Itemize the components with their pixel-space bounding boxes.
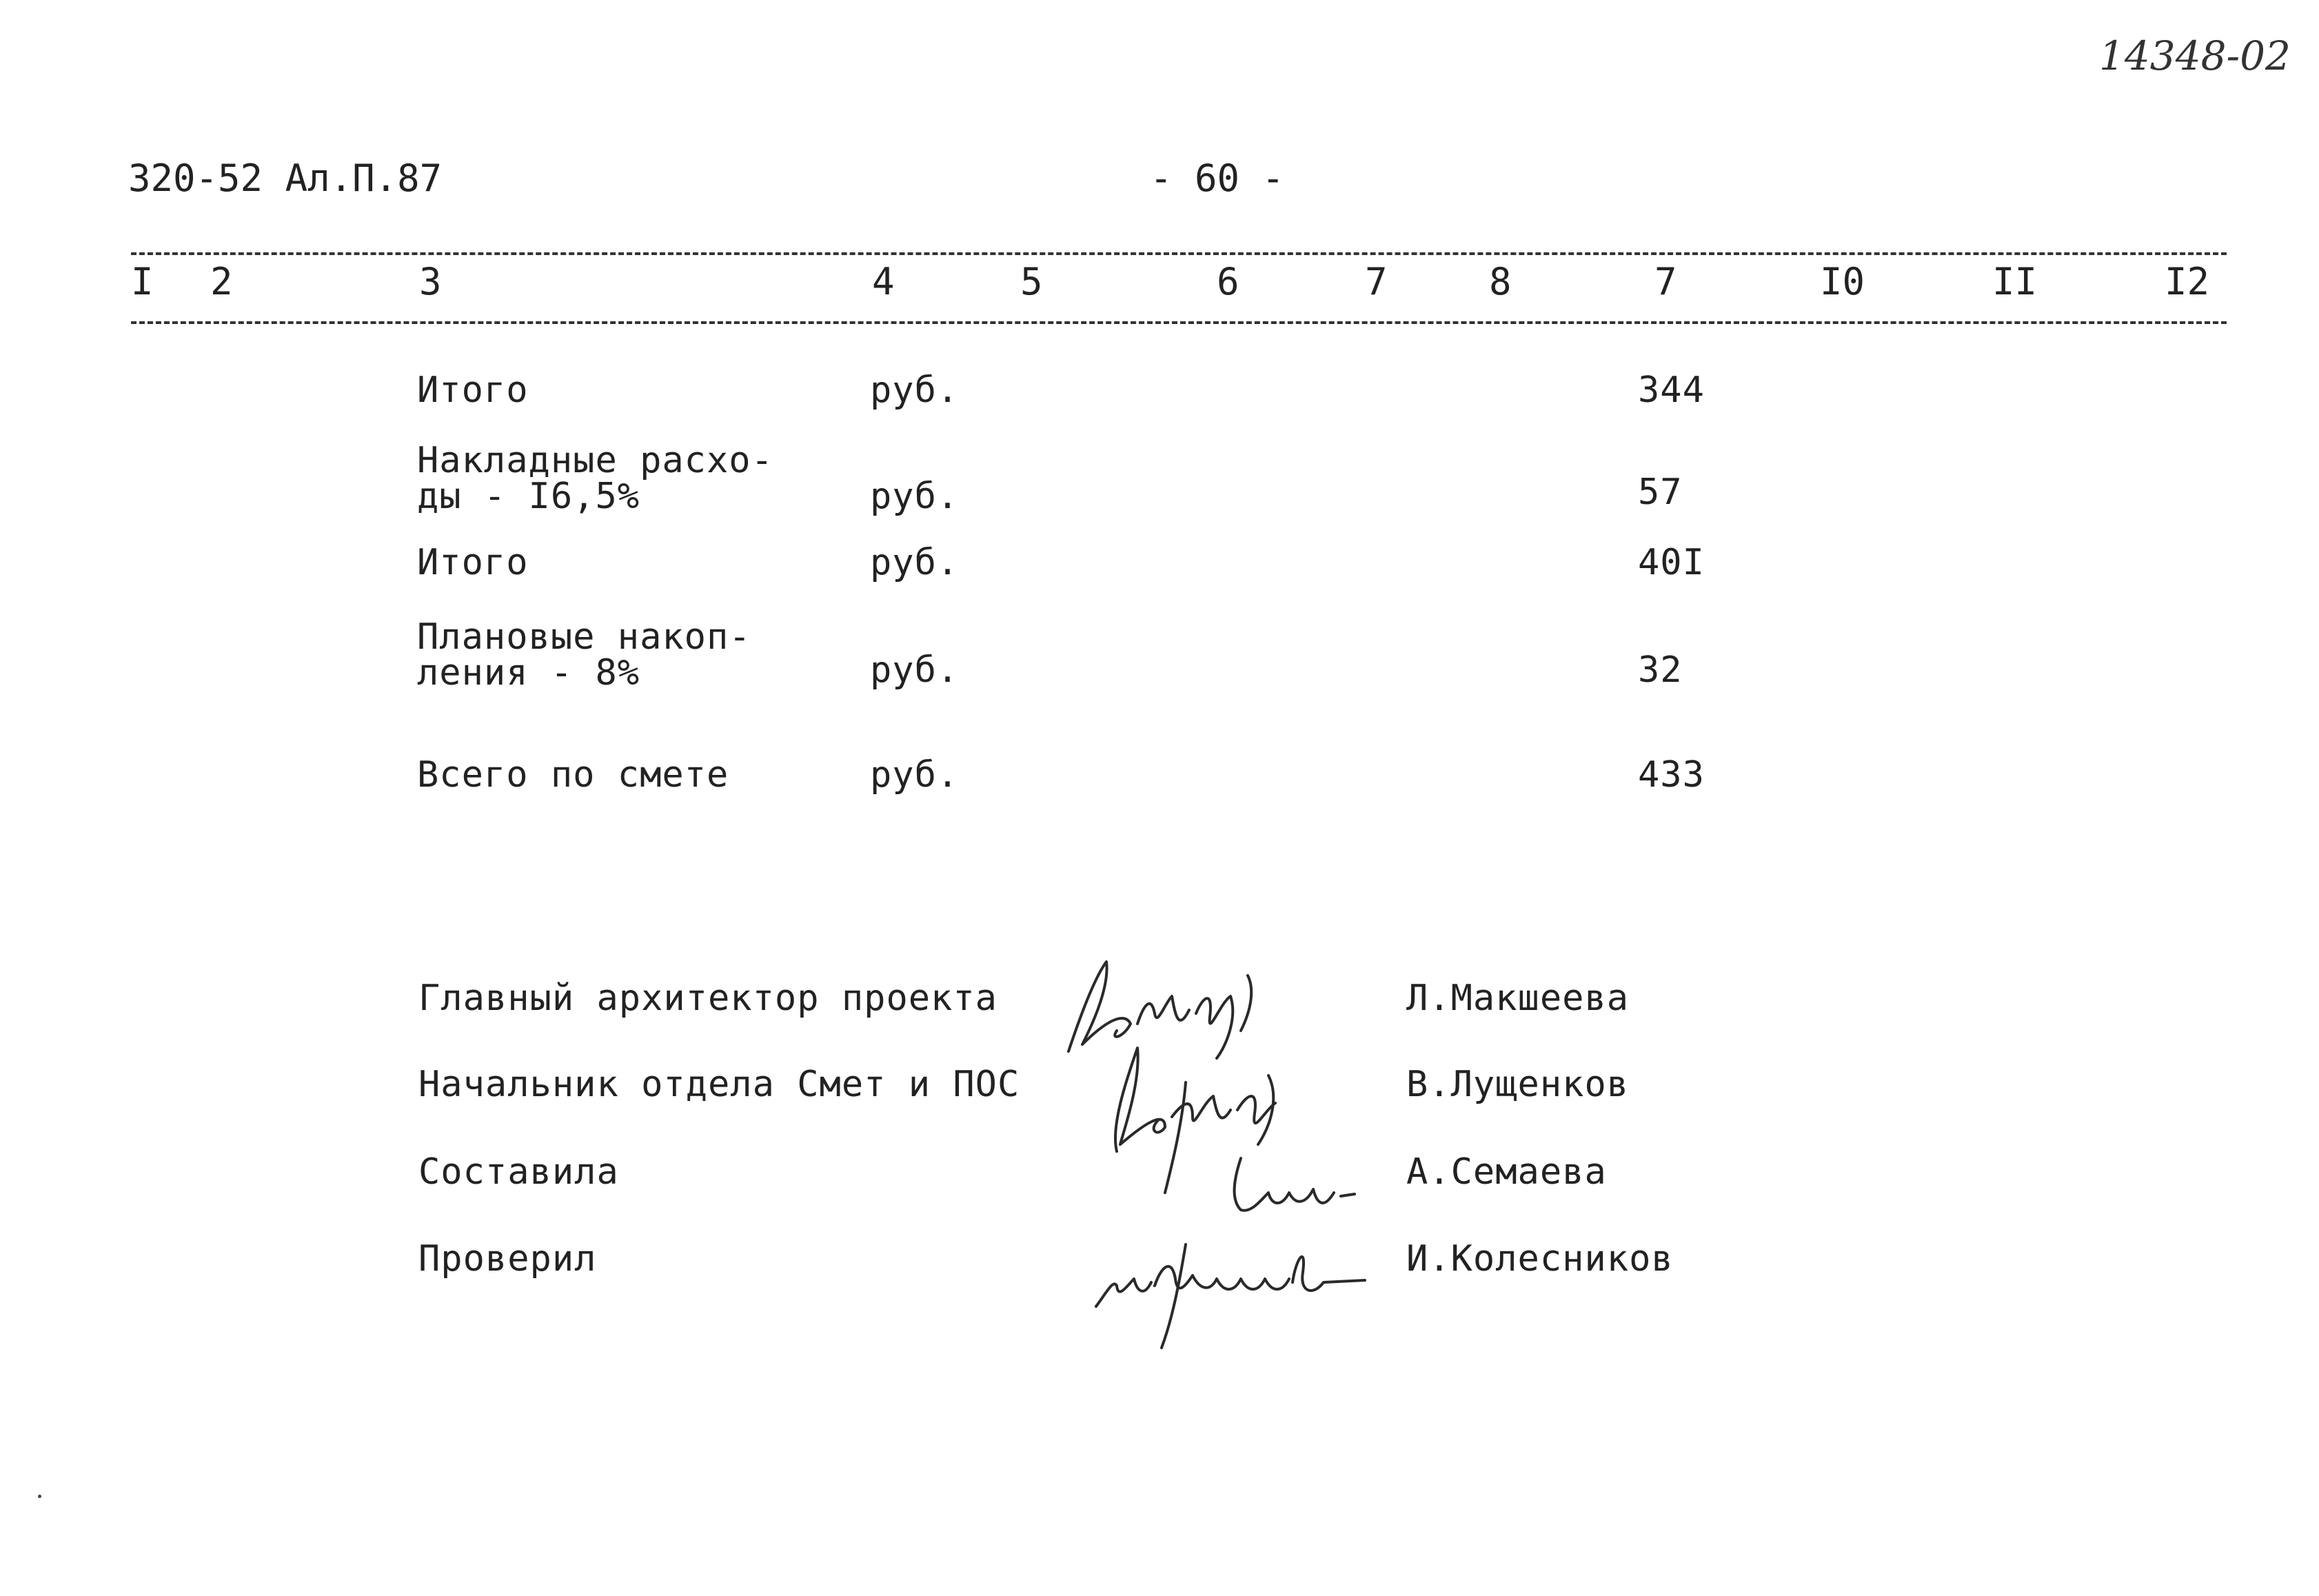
row-value: 57 — [1638, 472, 1683, 513]
column-header-11: II — [1992, 260, 2038, 303]
row-label-line-1: Накладные расхо- — [417, 440, 773, 481]
signature-name: И.Колесников — [1406, 1238, 1674, 1280]
row-label-line-2: ды - I6,5% — [417, 476, 640, 517]
document-code: 320-52 Ал.П.87 — [128, 156, 443, 200]
row-value: 32 — [1638, 649, 1683, 691]
signature-3-image — [1213, 1144, 1365, 1227]
row-value: 433 — [1638, 754, 1705, 796]
signature-name: А.Семаева — [1406, 1151, 1607, 1193]
signature-role: Главный архитектор проекта — [418, 978, 998, 1019]
row-unit: руб. — [870, 370, 960, 411]
page-number: - 60 - — [1150, 156, 1285, 200]
column-header-12: I2 — [2165, 260, 2210, 303]
row-label-line-2: ления - 8% — [417, 652, 640, 694]
column-header-6: 6 — [1217, 260, 1239, 303]
column-header-4: 4 — [872, 260, 895, 303]
row-label: Итого — [417, 370, 529, 411]
column-header-7: 7 — [1365, 260, 1388, 303]
row-value: 40I — [1638, 542, 1705, 583]
header-rule-top — [131, 252, 2227, 255]
row-label: Итого — [417, 542, 529, 583]
row-label: Всего по смете — [417, 754, 729, 796]
column-header-2: 2 — [210, 260, 233, 303]
header-rule-bottom — [131, 321, 2227, 324]
signature-role: Проверил — [418, 1238, 597, 1280]
signature-role: Составила — [418, 1151, 619, 1193]
column-header-9: 7 — [1654, 260, 1677, 303]
column-header-5: 5 — [1020, 260, 1043, 303]
signature-name: В.Лущенков — [1406, 1064, 1630, 1105]
row-label-line-1: Плановые накоп- — [417, 616, 751, 658]
column-header-10: I0 — [1820, 260, 1865, 303]
row-value: 344 — [1638, 370, 1705, 411]
scan-speck — [38, 1495, 41, 1498]
row-unit: руб. — [870, 542, 960, 583]
column-header-3: 3 — [419, 260, 442, 303]
column-header-8: 8 — [1489, 260, 1512, 303]
signature-4-image — [1075, 1217, 1393, 1355]
signature-name: Л.Макшеева — [1406, 978, 1630, 1019]
column-header-1: I — [131, 260, 154, 303]
row-unit: руб. — [870, 649, 960, 691]
handwritten-number: 14348-02 — [2099, 32, 2291, 79]
row-unit: руб. — [870, 754, 960, 796]
row-unit: руб. — [870, 476, 960, 517]
signature-role: Начальник отдела Смет и ПОС — [418, 1064, 1020, 1105]
